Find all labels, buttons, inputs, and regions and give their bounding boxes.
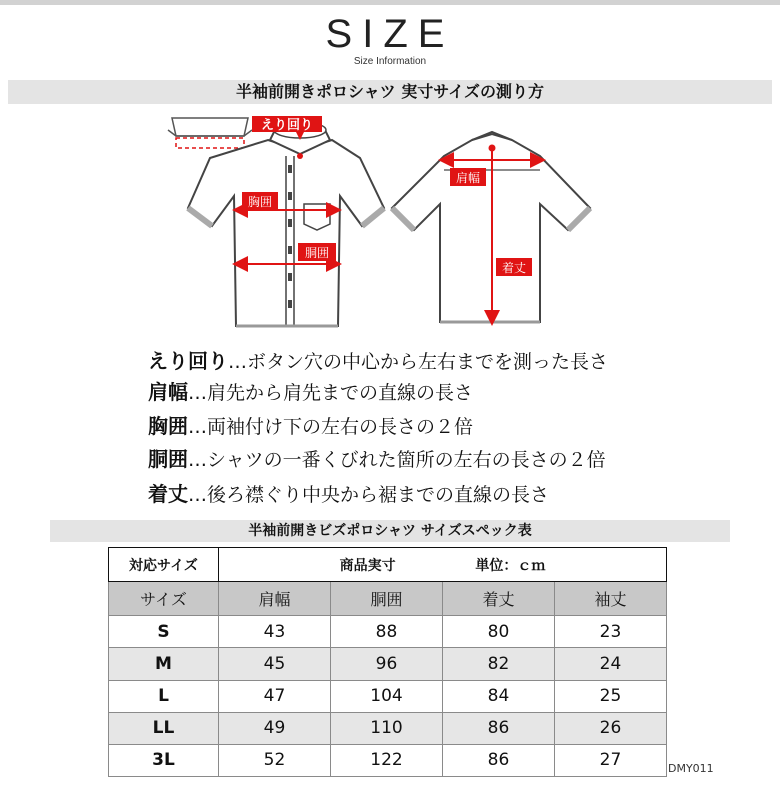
desc-length [148,478,549,507]
shoulder-cell: 43 [219,616,331,648]
shoulder-cell: 49 [219,712,331,744]
length-cell: 86 [443,712,555,744]
shoulder-cell: 47 [219,680,331,712]
waist-cell: 122 [331,744,443,776]
measure-label: 商品実寸 [339,557,396,574]
waist-cell: 88 [331,616,443,648]
collar-detail-illustration [168,118,252,148]
length-cell: 80 [443,616,555,648]
size-spec-table [108,547,667,777]
sleeve-cell: 24 [555,648,667,680]
desc-waist [148,443,606,472]
top-divider [0,0,780,5]
chest-label: 胸囲 [247,195,273,209]
sleeve-cell: 25 [555,680,667,712]
desc-text: …肩先から肩先までの直線の長さ [188,382,474,404]
column-header: 袖丈 [555,582,667,616]
spec-section-heading: 半袖前開きビズポロシャツ サイズスペック表 [50,520,730,542]
sleeve-cell: 27 [555,744,667,776]
desc-chest [148,410,473,439]
length-cell: 86 [443,744,555,776]
size-label-cell: 対応サイズ [109,548,219,582]
desc-shoulder [148,376,473,405]
measure-unit-cell [219,548,667,582]
unit-label: 単位：ｃｍ [475,557,546,574]
shoulder-cell: 45 [219,648,331,680]
desc-term: 胸囲 [148,414,188,438]
size-cell: LL [109,712,219,744]
table-row [109,616,667,648]
shirt-measurement-diagram [0,104,780,339]
size-cell: S [109,616,219,648]
desc-term: 胴囲 [148,447,188,471]
table-top-row [109,548,667,582]
column-header: サイズ [109,582,219,616]
waist-cell: 96 [331,648,443,680]
table-row [109,648,667,680]
shoulder-label: 肩幅 [455,171,481,185]
front-shirt-illustration [188,116,384,326]
desc-text: …ボタン穴の中心から左右までを測った長さ [228,351,609,373]
back-shirt-illustration [392,132,590,322]
desc-text: …シャツの一番くびれた箇所の左右の長さの２倍 [188,449,606,471]
column-header: 着丈 [443,582,555,616]
shoulder-cell: 52 [219,744,331,776]
waist-label: 胴囲 [304,246,330,260]
column-header: 肩幅 [219,582,331,616]
desc-term: えり回り [148,349,228,373]
waist-cell: 110 [331,712,443,744]
column-header: 胴囲 [331,582,443,616]
size-cell: L [109,680,219,712]
table-row [109,712,667,744]
table-row [109,744,667,776]
length-cell: 82 [443,648,555,680]
desc-collar [148,345,608,374]
size-cell: 3L [109,744,219,776]
desc-text: …後ろ襟ぐり中央から裾までの直線の長さ [188,484,550,506]
measure-section-heading: 半袖前開きポロシャツ 実寸サイズの測り方 [8,80,772,104]
desc-term: 肩幅 [148,380,188,404]
page-title: SIZE [325,12,455,56]
sleeve-cell: 23 [555,616,667,648]
length-label: 着丈 [501,261,527,275]
desc-term: 着丈 [148,482,188,506]
length-cell: 84 [443,680,555,712]
desc-text: …両袖付け下の左右の長さの２倍 [188,416,474,438]
column-header-row [109,582,667,616]
size-cell: M [109,648,219,680]
product-code: DMY011 [668,762,714,775]
table-row [109,680,667,712]
sleeve-cell: 26 [555,712,667,744]
collar-label: えり回り [260,118,314,133]
page-subtitle: Size Information [353,56,427,67]
waist-cell: 104 [331,680,443,712]
